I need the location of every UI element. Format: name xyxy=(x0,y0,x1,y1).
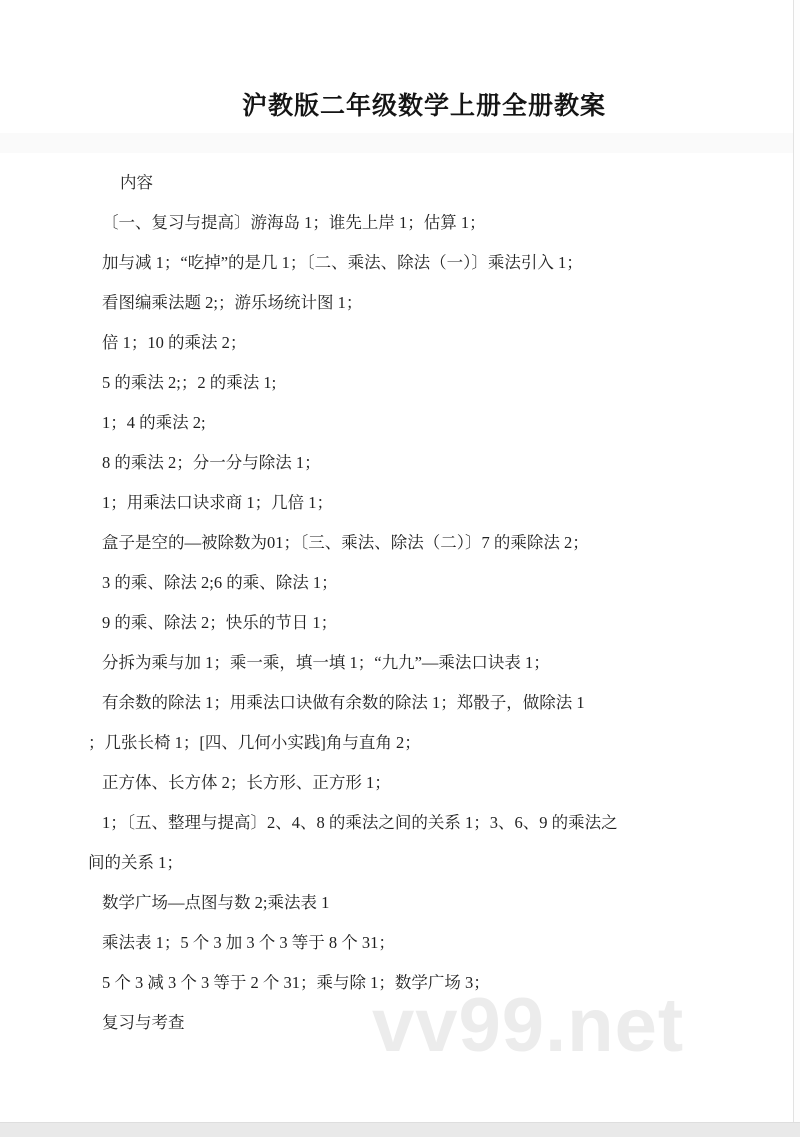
content-line: 分拆为乘与加 1；乘一乘，填一填 1；“九九”—乘法口诀表 1； xyxy=(102,653,550,672)
viewer-footer-bar xyxy=(0,1122,800,1137)
content-line: 1；〔五、整理与提高〕2、4、8 的乘法之间的关系 1；3、6、9 的乘法之 xyxy=(102,813,618,832)
content-line: 盒子是空的—被除数为01；〔三、乘法、除法（二）〕7 的乘除法 2； xyxy=(102,533,589,552)
content-line: 正方体、长方体 2；长方形、正方形 1； xyxy=(102,773,391,792)
content-line: 8 的乘法 2；分一分与除法 1； xyxy=(102,453,321,472)
page-shading-band xyxy=(0,133,794,153)
content-line: 1；用乘法口诀求商 1；几倍 1； xyxy=(102,493,333,512)
content-line: 1；4 的乘法 2; xyxy=(102,413,206,432)
content-line: 3 的乘、除法 2;6 的乘、除法 1； xyxy=(102,573,338,592)
content-heading: 内容 xyxy=(120,173,153,192)
content-line: 〔一、复习与提高〕游海岛 1；谁先上岸 1；估算 1； xyxy=(102,213,486,232)
content-line: 5 个 3 减 3 个 3 等于 2 个 31；乘与除 1；数学广场 3； xyxy=(102,973,490,992)
content-line: 看图编乘法题 2;；游乐场统计图 1； xyxy=(102,293,363,312)
content-line: 数学广场—点图与数 2;乘法表 1 xyxy=(102,893,330,912)
page-right-gutter xyxy=(794,0,800,1122)
content-line: 倍 1；10 的乘法 2； xyxy=(102,333,247,352)
document-title: 沪教版二年级数学上册全册教案 xyxy=(241,92,606,120)
content-line: 5 的乘法 2;；2 的乘法 1; xyxy=(102,373,277,392)
document-body xyxy=(88,163,760,1043)
content-line-continuation: 间的关系 1； xyxy=(88,853,183,872)
content-line-continuation: ；几张长椅 1；[四、几何小实践]角与直角 2； xyxy=(88,733,421,752)
content-line: 复习与考查 xyxy=(102,1013,185,1032)
content-line: 有余数的除法 1；用乘法口诀做有余数的除法 1；郑骰子，做除法 1 xyxy=(102,693,585,712)
content-line: 9 的乘、除法 2；快乐的节日 1； xyxy=(102,613,338,632)
site-watermark: vv99.net xyxy=(372,983,685,1068)
content-line: 乘法表 1；5 个 3 加 3 个 3 等于 8 个 31； xyxy=(102,933,395,952)
content-line: 加与减 1；“吃掉”的是几 1；〔二、乘法、除法（一）〕乘法引入 1； xyxy=(102,253,583,272)
